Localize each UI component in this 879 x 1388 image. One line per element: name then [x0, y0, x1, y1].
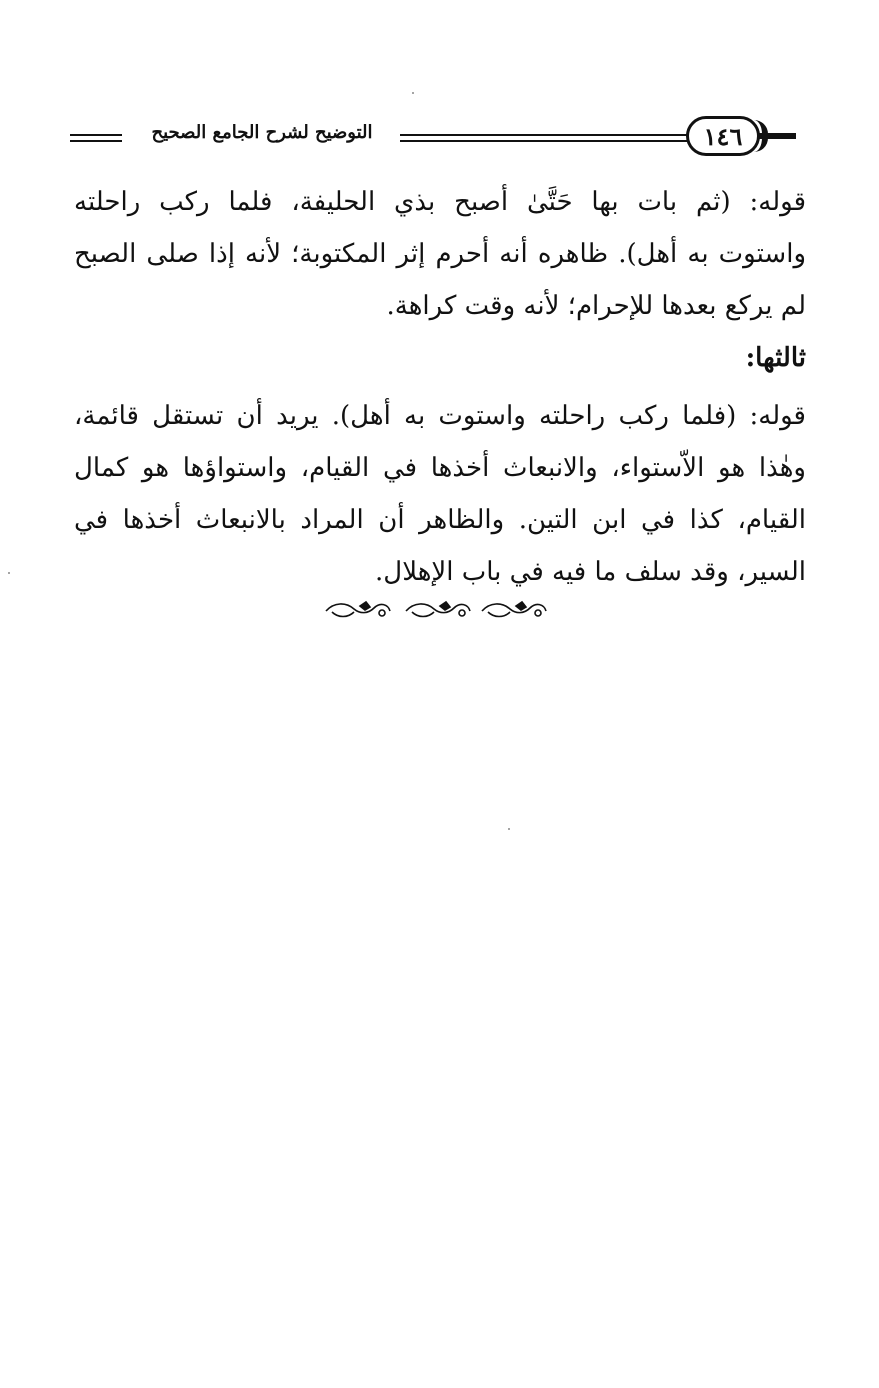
- scan-speck: [508, 828, 510, 830]
- scan-speck: [8, 572, 10, 574]
- paragraph-1-line-2: واستوت به أهل). ظاهره أنه أحرم إثر المكتوبة؛ لأنه إذا صلى الصبح: [74, 239, 806, 269]
- paragraph-1-line-1: قوله: (ثم بات بها حَتَّىٰ أصبح بذي الحليفة، فلما ركب راحلته: [74, 187, 806, 217]
- header-rule-right: [400, 134, 690, 142]
- scan-speck: [412, 92, 414, 94]
- paragraph-1-line-3: لم يركع بعدها للإحرام؛ لأنه وقت كراهة.: [386, 291, 806, 321]
- running-title: التوضيح لشرح الجامع الصحيح: [151, 122, 373, 143]
- paragraph-2-line-1: قوله: (فلما ركب راحلته واستوت به أهل). يريد أن تستقل قائمة،: [74, 401, 806, 431]
- page-number-frame-tail: [758, 133, 796, 139]
- page-number: ١٤٦: [686, 116, 760, 156]
- paragraph-2-line-3: القيام، كذا في ابن التين. والظاهر أن المراد بالانبعاث أخذها في: [74, 505, 806, 535]
- page-header: [70, 112, 796, 162]
- paragraph-2-line-4: السير، وقد سلف ما فيه في باب الإهلال.: [375, 557, 806, 587]
- floral-divider-icon: [320, 596, 552, 626]
- body-text: [74, 176, 806, 598]
- paragraph-2-line-2: وهٰذا هو الاّستواء، والانبعاث أخذها في القيام، واستواؤها هو كمال: [74, 453, 806, 483]
- header-rule-left: [70, 134, 122, 142]
- section-heading: ثالثها:: [745, 343, 806, 373]
